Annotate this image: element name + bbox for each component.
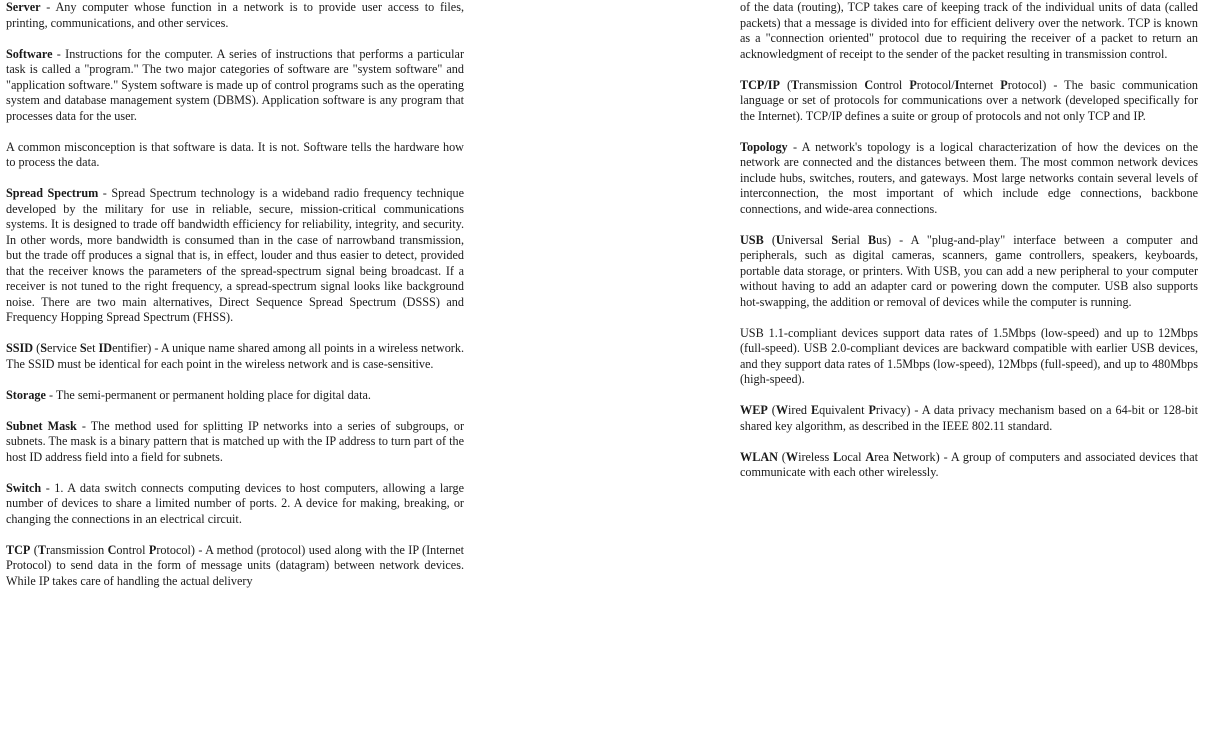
expansion-open: ( bbox=[33, 341, 41, 355]
glossary-entry-tcp bbox=[6, 543, 464, 590]
term-wep: WEP bbox=[740, 403, 768, 417]
expansion-rest: etwork bbox=[901, 449, 936, 464]
glossary-entry-usb bbox=[740, 233, 1198, 311]
glossary-entry-spread-spectrum bbox=[6, 186, 464, 326]
expansion-initial: C bbox=[864, 77, 874, 92]
expansion-rest: rotocol bbox=[1007, 77, 1043, 92]
term-storage: Storage bbox=[6, 387, 46, 402]
expansion-close: ) bbox=[1042, 77, 1047, 92]
term-tcp: TCP bbox=[6, 542, 31, 557]
glossary-entry-wlan bbox=[740, 450, 1198, 481]
glossary-entry-subnet-mask bbox=[6, 419, 464, 466]
expansion-rest: rotocol/ bbox=[916, 77, 955, 92]
glossary-entry-software bbox=[6, 47, 464, 125]
expansion-close: ) bbox=[906, 403, 911, 417]
expansion-rest: erial bbox=[838, 232, 868, 247]
expansion-initial: U bbox=[775, 232, 785, 247]
expansion-open: ( bbox=[779, 77, 792, 92]
definition-switch: - 1. A data switch connects computing devices to host computers, allowing a large number of devices to share a limited number of ports. 2. A device for making, breaking, or changing the connections in an electrical circuit. bbox=[6, 480, 464, 526]
paragraph-tcp-continued: of the data (routing), TCP takes care of keeping track of the individual units of data (called packets) that a message is divided into for efficient delivery over the network. TCP is known as a "connection oriented" protocol due to requiring the receiver of a packet to return an acknowledgment of receipt to the sender of the packet resulting in transmission control. bbox=[740, 0, 1198, 61]
definition-software: - Instructions for the computer. A series of instructions that performs a particular task is called a "program." The two major categories of software are "system software" and "application software." System software is made up of control programs such as the operating system and database management system (DBMS). Application software is any program that processes data for the user. bbox=[6, 46, 464, 123]
expansion-rest: ontrol bbox=[116, 542, 149, 557]
glossary-entry-storage bbox=[6, 388, 464, 404]
expansion-initial: S bbox=[40, 341, 48, 355]
expansion-initial: ID bbox=[98, 341, 113, 355]
expansion-initial: P bbox=[909, 77, 917, 92]
definition-tcp-ip: - The basic communication language or set of protocols for communications over a network (developed specifically for the Internet). TCP/IP defines a suite or group of protocols and not only TCP and IP. bbox=[740, 77, 1198, 123]
expansion-rest: ired bbox=[788, 403, 811, 417]
expansion-initial: P bbox=[148, 542, 157, 557]
expansion-rest: niversal bbox=[784, 232, 832, 247]
term-spread-spectrum: Spread Spectrum bbox=[6, 186, 99, 200]
glossary-entry-tcp-ip bbox=[740, 78, 1198, 125]
definition-server: - Any computer whose function in a network is to provide user access to files, printing, communications, and other services. bbox=[6, 0, 464, 30]
definition-ssid: - A unique name shared among all points in a wireless network. The SSID must be identical for each point in the wireless network and is case-sensitive. bbox=[6, 341, 465, 371]
right-column bbox=[740, 0, 1198, 481]
term-ssid: SSID bbox=[6, 341, 34, 355]
expansion-initial: P bbox=[868, 403, 876, 417]
term-server: Server bbox=[6, 0, 41, 14]
definition-storage: - The semi-permanent or permanent holding place for digital data. bbox=[45, 387, 371, 402]
term-topology: Topology bbox=[740, 139, 788, 154]
expansion-rest: rea bbox=[874, 449, 893, 464]
expansion-rest: rivacy bbox=[875, 403, 907, 417]
definition-spread-spectrum: - Spread Spectrum technology is a wideband radio frequency technique developed by the military for use in reliable, secure, mission-critical communications systems. It is designed to trade off bandwidth efficiency for reliability, integrity, and security. In other words, more bandwidth is consumed than in the case of narrowband transmission, but the trade off produces a signal that is, in effect, louder and thus easier to detect, provided that the receiver knows the parameters of the spread-spectrum signal being broadcast. If a receiver is not tuned to the right frequency, a spread-spectrum signal looks like background noise. There are two main alternatives, Direct Sequence Spread Spectrum (DSSS) and Frequency Hopping Spread Spectrum (FHSS). bbox=[6, 186, 464, 324]
term-wlan: WLAN bbox=[740, 449, 778, 464]
glossary-entry-ssid bbox=[6, 341, 464, 372]
expansion-initial: I bbox=[954, 77, 960, 92]
expansion-rest: ontrol bbox=[873, 77, 910, 92]
left-column bbox=[6, 0, 464, 589]
paragraph-software-note: A common misconception is that software is data. It is not. Software tells the hardware how to process the data. bbox=[6, 139, 464, 169]
term-tcp-ip: TCP/IP bbox=[740, 77, 780, 92]
expansion-rest: us bbox=[876, 232, 887, 247]
glossary-entry-wep bbox=[740, 403, 1198, 434]
expansion-initial: C bbox=[107, 542, 117, 557]
paragraph-usb-note: USB 1.1-compliant devices support data rates of 1.5Mbps (low-speed) and up to 12Mbps (full-speed). USB 2.0-compliant devices are backward compatible with earlier USB devices, and they support data rates of 1.5Mbps (low-speed), 12Mbps (full-speed), and up to 480Mbps (high-speed). bbox=[740, 325, 1198, 386]
expansion-initial: B bbox=[867, 232, 877, 247]
expansion-rest: ransmission bbox=[45, 542, 108, 557]
expansion-rest: rotocol bbox=[156, 542, 191, 557]
expansion-close: ) bbox=[886, 232, 891, 247]
expansion-initial: W bbox=[785, 449, 799, 464]
expansion-initial: N bbox=[892, 449, 902, 464]
definition-wlan: - A group of computers and associated devices that communicate with each other wirelessly. bbox=[740, 449, 1198, 479]
definition-wep: - A data privacy mechanism based on a 64-bit or 128-bit shared key algorithm, as described in the IEEE 802.11 standard. bbox=[740, 403, 1199, 433]
expansion-initial: E bbox=[810, 403, 820, 417]
definition-topology: - A network's topology is a logical characterization of how the devices on the network are connected and the distances between them. The most common network devices include hubs, switches, routers, and gateways. Most large networks contain several levels of interconnection, the most important of which include edge connections, backbone connections, and wide-area connections. bbox=[740, 139, 1198, 216]
expansion-close: ) bbox=[190, 542, 195, 557]
expansion-rest: et bbox=[86, 341, 99, 355]
expansion-rest: ireless bbox=[798, 449, 834, 464]
expansion-initial: W bbox=[775, 403, 789, 417]
expansion-initial: T bbox=[37, 542, 46, 557]
term-subnet-mask: Subnet Mask bbox=[6, 418, 77, 433]
definition-tcp: - A method (protocol) used along with the IP (Internet Protocol) to send data in the form of message units (datagram) between network devices. While IP takes care of handling the actual delivery bbox=[6, 542, 464, 588]
definition-usb: - A "plug-and-play" interface between a computer and peripherals, such as digital cameras, scanners, game controllers, speakers, keyboards, portable data storage, or printers. With USB, you can add a new peripheral to your computer without having to add an adapter card or powering down the computer. USB also supports hot-swapping, the addition or removal of devices while the computer is running. bbox=[740, 232, 1198, 309]
expansion-close: ) bbox=[147, 341, 152, 355]
expansion-initial: S bbox=[79, 341, 87, 355]
expansion-rest: ocal bbox=[841, 449, 866, 464]
glossary-entry-topology bbox=[740, 140, 1198, 218]
expansion-initial: S bbox=[831, 232, 839, 247]
expansion-rest: entifier bbox=[112, 341, 148, 355]
expansion-rest: ransmission bbox=[799, 77, 865, 92]
expansion-close: ) bbox=[935, 449, 940, 464]
expansion-rest: nternet bbox=[959, 77, 1001, 92]
expansion-open: ( bbox=[777, 449, 786, 464]
expansion-initial: P bbox=[1000, 77, 1008, 92]
expansion-rest: ervice bbox=[47, 341, 80, 355]
glossary-entry-switch bbox=[6, 481, 464, 528]
expansion-open: ( bbox=[763, 232, 776, 247]
expansion-initial: T bbox=[791, 77, 800, 92]
term-switch: Switch bbox=[6, 480, 42, 495]
expansion-initial: A bbox=[865, 449, 875, 464]
glossary-entry-server bbox=[6, 0, 464, 31]
expansion-initial: L bbox=[833, 449, 842, 464]
term-software: Software bbox=[6, 46, 53, 61]
expansion-open: ( bbox=[767, 403, 776, 417]
expansion-rest: quivalent bbox=[819, 403, 869, 417]
term-usb: USB bbox=[740, 232, 764, 247]
definition-subnet-mask: - The method used for splitting IP networks into a series of subgroups, or subnets. The mask is a binary pattern that is matched up with the IP address to turn part of the host ID address field into a field for subnets. bbox=[6, 418, 464, 464]
expansion-open: ( bbox=[30, 542, 38, 557]
